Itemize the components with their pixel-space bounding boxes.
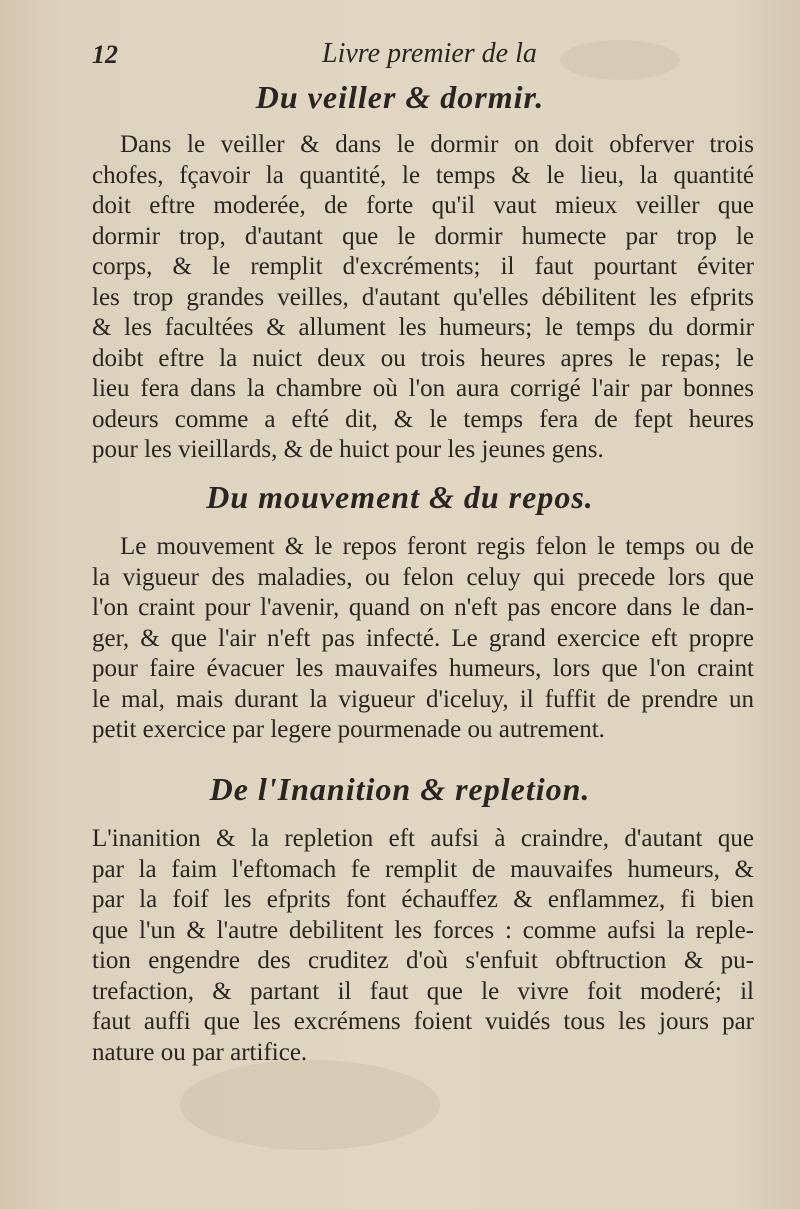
text-line: ger, & que l'air n'eft pas infecté. Le grand exercice eft propre [92, 624, 754, 652]
text-line: lieu fera dans la chambre où l'on aura corrigé l'air par bonnes [92, 375, 754, 402]
text-line: odeurs comme a efté dit, & le temps fera de fept heures [92, 405, 754, 433]
text-line: & les facultées & allument les humeurs; le temps du dormir [92, 314, 754, 341]
section-title: Du mouvement & du repos. [206, 479, 594, 515]
text-line: corps, & le remplit d'excréments; il faut pourtant éviter [92, 253, 754, 280]
page-number: 12 [92, 40, 118, 69]
section-title: De l'Inanition & repletion. [209, 771, 591, 807]
text-line: la vigueur des maladies, ou felon celuy qui precede lors que [92, 563, 754, 591]
text-line: nature ou par artifice. [92, 1038, 308, 1066]
text-line: les trop grandes veilles, d'autant qu'elles débilitent les efprits [92, 283, 754, 311]
text-line: l'on craint pour l'avenir, quand on n'eft pas encore dans le dan- [92, 594, 754, 621]
text-line: Dans le veiller & dans le dormir on doit obferver trois [120, 131, 754, 158]
running-head: Livre premier de la [322, 38, 537, 69]
text-line: dormir trop, d'autant que le dormir humecte par trop le [92, 222, 754, 250]
text-line: doibt eftre la nuict deux ou trois heures apres le repas; le [92, 344, 754, 372]
text-line: tion engendre des cruditez d'où s'enfuit obftruction & pu- [92, 947, 754, 974]
section-paragraph [0, 824, 800, 1068]
text-line: chofes, fçavoir la quantité, le temps & le lieu, la quantité [92, 161, 754, 189]
text-line: L'inanition & la repletion eft aufsi à craindre, d'autant que [92, 825, 754, 852]
text-line: trefaction, & partant il faut que le vivre foit moderé; il [92, 977, 754, 1005]
text-line: pour les vieillards, & de huict pour les jeunes gens. [92, 436, 604, 463]
section-inanition-repletion [0, 766, 800, 1068]
page-header [0, 38, 800, 78]
text-line: pour faire évacuer les mauvaifes humeurs, lors que l'on craint [92, 655, 754, 682]
section-title: Du veiller & dormir. [255, 79, 545, 115]
text-line: par la foif les efprits font échauffez & enflammez, fi bien [92, 886, 754, 913]
text-line: doit eftre moderée, de forte qu'il vaut mieux veiller que [92, 192, 754, 219]
section-mouvement-repos [0, 474, 800, 746]
text-line: par la faim l'eftomach fe remplit de mauvaifes humeurs, & [92, 855, 754, 883]
text-line: que l'un & l'autre debilitent les forces : comme aufsi la reple- [92, 916, 754, 944]
text-line: Le mouvement & le repos feront regis felon le temps ou de [120, 533, 754, 560]
section-paragraph [0, 532, 800, 746]
section-paragraph [0, 130, 800, 466]
section-veiller-dormir [0, 74, 800, 466]
text-line: faut auffi que les excrémens foient vuidés tous les jours par [92, 1008, 754, 1035]
page-stain [180, 1060, 440, 1150]
text-line: petit exercice par legere pourmenade ou autrement. [92, 716, 605, 743]
text-line: le mal, mais durant la vigueur d'iceluy, il fuffit de prendre un [92, 685, 754, 713]
